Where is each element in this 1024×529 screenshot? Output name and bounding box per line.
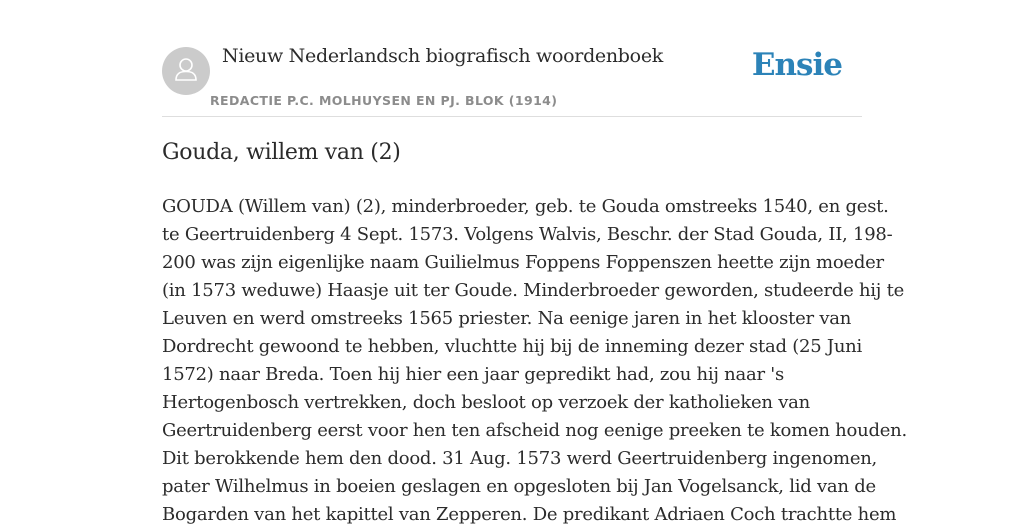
ensie-logo[interactable]: Ensie <box>751 47 842 83</box>
entry-text-line: Geertruidenberg eerst voor hen ten afscheid nog eenige preeken te komen houden. <box>162 420 907 441</box>
entry-text-line: Leuven en werd omstreeks 1565 priester. Na eenige jaren in het klooster van <box>162 308 852 329</box>
book-title[interactable]: Nieuw Nederlandsch biografisch woordenboek <box>222 45 663 67</box>
entry-text-line: te Geertruidenberg 4 Sept. 1573. Volgens Walvis, Beschr. der Stad Gouda, II, 198- <box>162 224 893 245</box>
avatar[interactable] <box>162 47 210 95</box>
entry-text-line: Dit berokkende hem den dood. 31 Aug. 1573 werd Geertruidenberg ingenomen, <box>162 448 878 469</box>
entry-text-line: Bogarden van het kapittel van Zepperen. De predikant Adriaen Coch trachtte hem <box>162 504 897 525</box>
book-header <box>162 0 862 117</box>
book-editors: REDACTIE P.C. MOLHUYSEN EN PJ. BLOK (1914) <box>210 93 558 108</box>
entry-text-line: Hertogenbosch vertrekken, doch besloot op verzoek der katholieken van <box>162 392 810 413</box>
user-icon <box>171 54 201 88</box>
entry-text-line: 200 was zijn eigenlijke naam Guilielmus Foppens Foppenszen heette zijn moeder <box>162 252 884 273</box>
entry-text-line: (in 1573 weduwe) Haasje uit ter Goude. Minderbroeder geworden, studeerde hij te <box>162 280 904 301</box>
entry-text <box>162 193 907 529</box>
entry-text-line: Dordrecht gewoond te hebben, vluchtte hij bij de inneming dezer stad (25 Juni <box>162 336 863 357</box>
entry-text-line: 1572) naar Breda. Toen hij hier een jaar gepredikt had, zou hij naar 's <box>162 364 784 385</box>
entry-title: Gouda, willem van (2) <box>162 140 401 165</box>
entry-text-line: GOUDA (Willem van) (2), minderbroeder, geb. te Gouda omstreeks 1540, en gest. <box>162 196 889 217</box>
entry-text-line: pater Wilhelmus in boeien geslagen en opgesloten bij Jan Vogelsanck, lid van de <box>162 476 876 497</box>
